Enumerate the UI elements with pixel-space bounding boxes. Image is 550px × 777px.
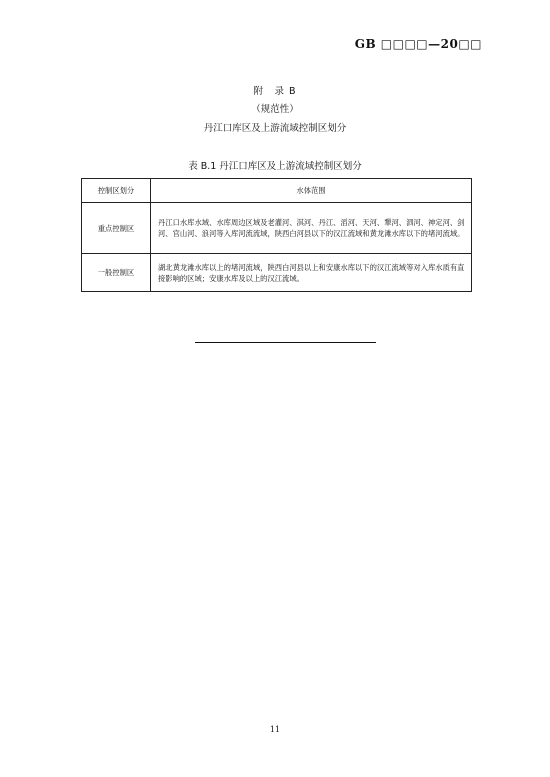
standard-code-header: GB □□□□—20□□ [354,37,482,51]
table-header-row [82,179,472,203]
end-of-document-rule [195,342,376,343]
annex-subject: 丹江口库区及上游流域控制区划分 [203,123,347,134]
annex-title: 附 录 B [253,86,297,97]
scope-cell: 湖北黄龙滩水库以上的堵河流域，陕西白河县以上和安康水库以下的汉江流域等对入库水质有直接影响的区域；安康水库及以上的汉江流域。 [151,254,472,292]
annex-nature: （规范性） [251,104,299,115]
scope-cell: 丹江口水库水域、水库周边区域及老灌河、淇河、丹江、滔河、天河、犟河、泗河、神定河、剑河、官山河、浪河等入库河流流域，陕西白河县以下的汉江流域和黄龙滩水库以下的堵河流域。 [151,203,472,254]
table-row [82,254,472,292]
table-row [82,203,472,254]
column-header-scope: 水体范围 [151,179,472,203]
zone-cell: 一般控制区 [82,254,151,292]
table-caption: 表 B.1 丹江口库区及上游流域控制区划分 [188,161,362,172]
page-number: 11 [269,725,281,734]
zone-cell: 重点控制区 [82,203,151,254]
column-header-zone: 控制区划分 [82,179,151,203]
control-zone-table [81,178,472,292]
